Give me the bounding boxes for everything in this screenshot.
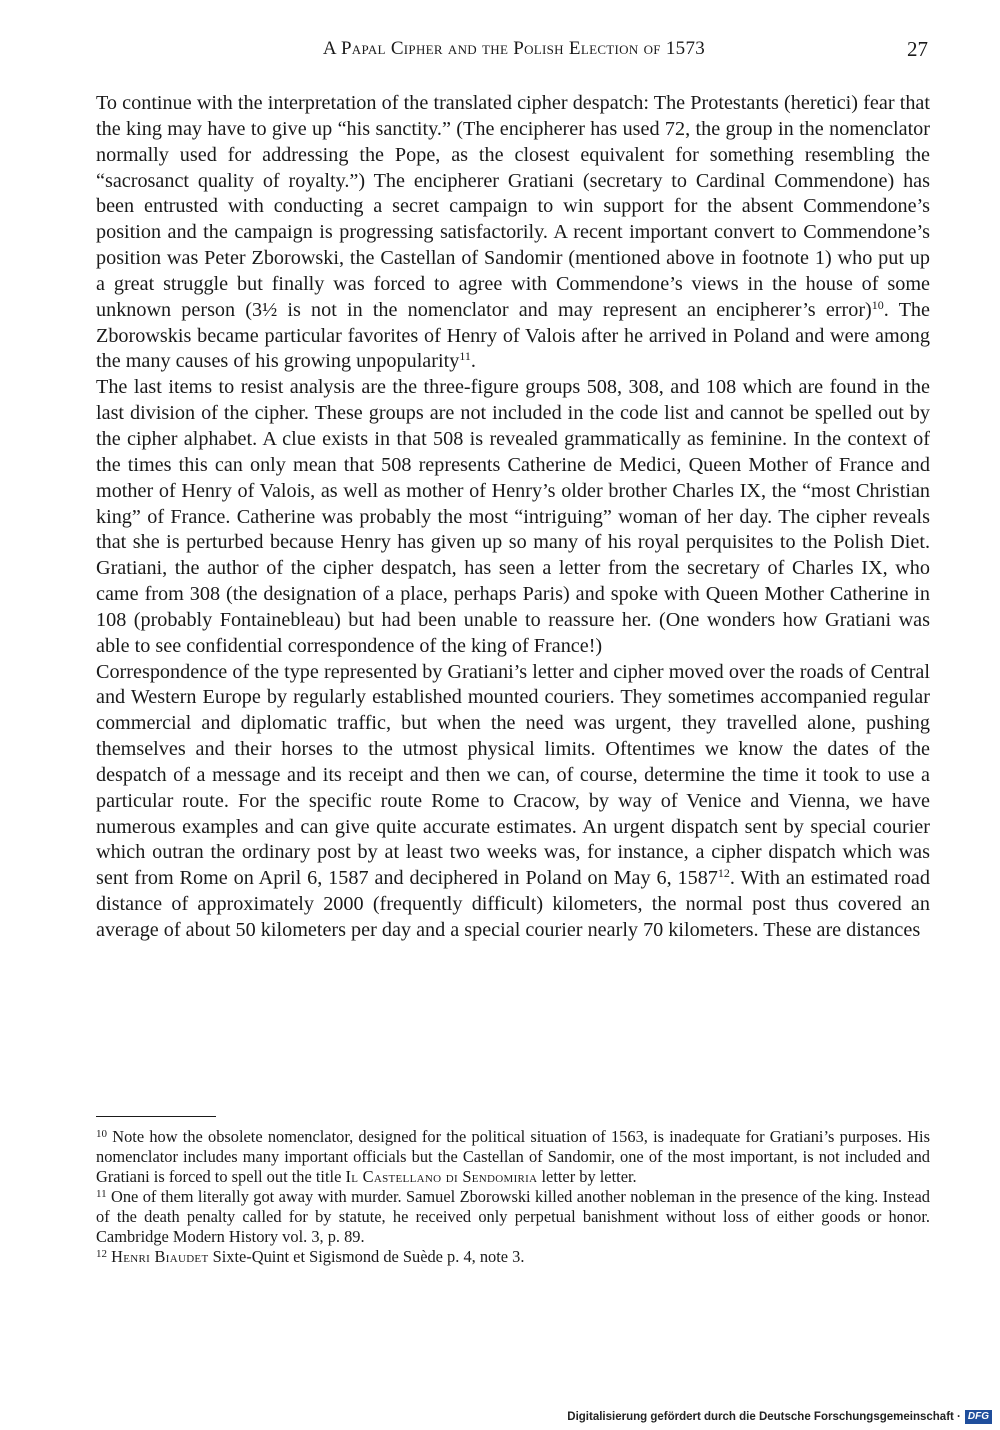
digitization-text: Digitalisierung gefördert durch die Deutsche Forschungsgemeinschaft · [567,1411,961,1423]
footnote-10 [96,1127,930,1187]
footnote-10-mark: 10 [96,1128,107,1140]
body-text [96,91,930,944]
footnote-12 [96,1247,930,1267]
paragraph-2: The last items to resist analysis are the three-figure groups 508, 308, and 108 which are found in the last division of the cipher. These groups are not included in the code list and cannot be spelled out by the cipher alphabet. A clue exists in that 508 is revealed grammatically as feminine. In the context of the times this can only mean that 508 represents Catherine de Medici, Queen Mother of France and mother of Henry of Valois, as well as mother of Henry’s older brother Charles IX, the “most Christian king” of France. Catherine was probably the most “intriguing” woman of her day. The cipher reveals that she is perturbed because Henry has given up so many of his royal perquisites to the Polish Diet. Gratiani, the author of the cipher despatch, has seen a letter from the secretary of Charles IX, who came from 308 (the designation of a place, perhaps Paris) and spoke with Queen Mother Catherine in 108 (probably Fontainebleau) but had been unable to reassure her. (One wonders how Gratiani was able to see confidential correspondence of the king of France!) [96,376,930,657]
paragraph-1-text-a: To continue with the interpretation of the translated cipher despatch: The Protestants (heretici) fear that the king may have to give up “his sanctity.” (The encipherer has used 72, the group in the nomenclator normally used for addressing the Pope, as the closest equivalent for something resembling the “sacrosanct quality of royalty.”) The encipherer Gratiani (secretary to Cardinal Commendone) has been entrusted with conducting a secret campaign to win support for the absent Commendone’s position and the campaign is progressing satisfactorily. A recent important convert to Commendone’s position was Peter Zborowski, the Castellan of Sandomir (mentioned above in footnote 1) who put up a great struggle but finally was forced to agree with Commendone’s views in the house of some unknown person (3½ is not in the nomenclator and may represent an encipherer’s error) [96,92,930,321]
footnote-ref-10: 10 [871,297,884,312]
footnote-12-author: Henri Biaudet [111,1247,209,1266]
paragraph-1-text-b: . The Zborowskis became particular favorites of Henry of Valois after he arrived in Poland and were among the many causes of his growing unpopularity [96,298,930,373]
footnote-ref-12: 12 [717,866,730,881]
footnote-10-text-b: letter by letter. [541,1167,637,1186]
footnote-11-mark: 11 [96,1188,107,1200]
running-head [96,34,932,64]
digitization-note [567,1409,992,1425]
paragraph-3-text-b: . With an estimated road distance of approximately 2000 (frequently difficult) kilometers, the normal post thus covered an average of about 50 kilometers per day and a special courier nearly 70 kilometers. These are distances [96,867,930,941]
footnote-12-text: Sixte-Quint et Sigismond de Suède p. 4, note 3. [212,1247,525,1266]
page-number: 27 [907,37,928,61]
paragraph-3 [96,660,930,944]
footnotes [96,1127,930,1267]
paragraph-1 [96,91,930,375]
footnote-11 [96,1187,930,1247]
footnote-ref-11: 11 [459,349,471,364]
footnote-10-title: Il Castellano di Sendomiria [345,1167,538,1186]
footnote-rule [96,1116,216,1117]
footnote-11-text: One of them literally got away with murder. Samuel Zborowski killed another nobleman in the presence of the king. Instead of the death penalty called for by statute, he received only perpetual banishment without loss of either goods or honor. Cambridge Modern History vol. 3, p. 89. [96,1187,930,1246]
running-title: A Papal Cipher and the Polish Election of 1573 [322,38,706,59]
footnote-10-text-a: Note how the obsolete nomenclator, designed for the political situation of 1563, is inadequate for Gratiani’s purposes. His nomenclator includes many important officials but the Castellan of Sandomir, one of the most important, is not included and Gratiani is forced to spell out the title [96,1127,930,1186]
footnote-12-mark: 12 [96,1248,107,1260]
paragraph-1-text-c: . [470,350,476,373]
paragraph-3-text-a: Correspondence of the type represented by Gratiani’s letter and cipher moved over the roads of Central and Western Europe by regularly established mounted couriers. They sometimes accompanied regular commercial and diplomatic traffic, but when the need was urgent, they travelled alone, pushing themselves and their horses to the utmost physical limits. Oftentimes we know the dates of the despatch of a message and its receipt and then we can, of course, determine the time it took to use a particular route. For the specific route Rome to Cracow, by way of Venice and Vienna, we have numerous examples and can give quite accurate estimates. An urgent dispatch sent by special courier which outran the ordinary post by at least two weeks was, for instance, a cipher dispatch which was sent from Rome on April 6, 1587 and deciphered in Poland on May 6, 1587 [96,660,930,890]
dfg-logo-icon: DFG [965,1410,992,1424]
